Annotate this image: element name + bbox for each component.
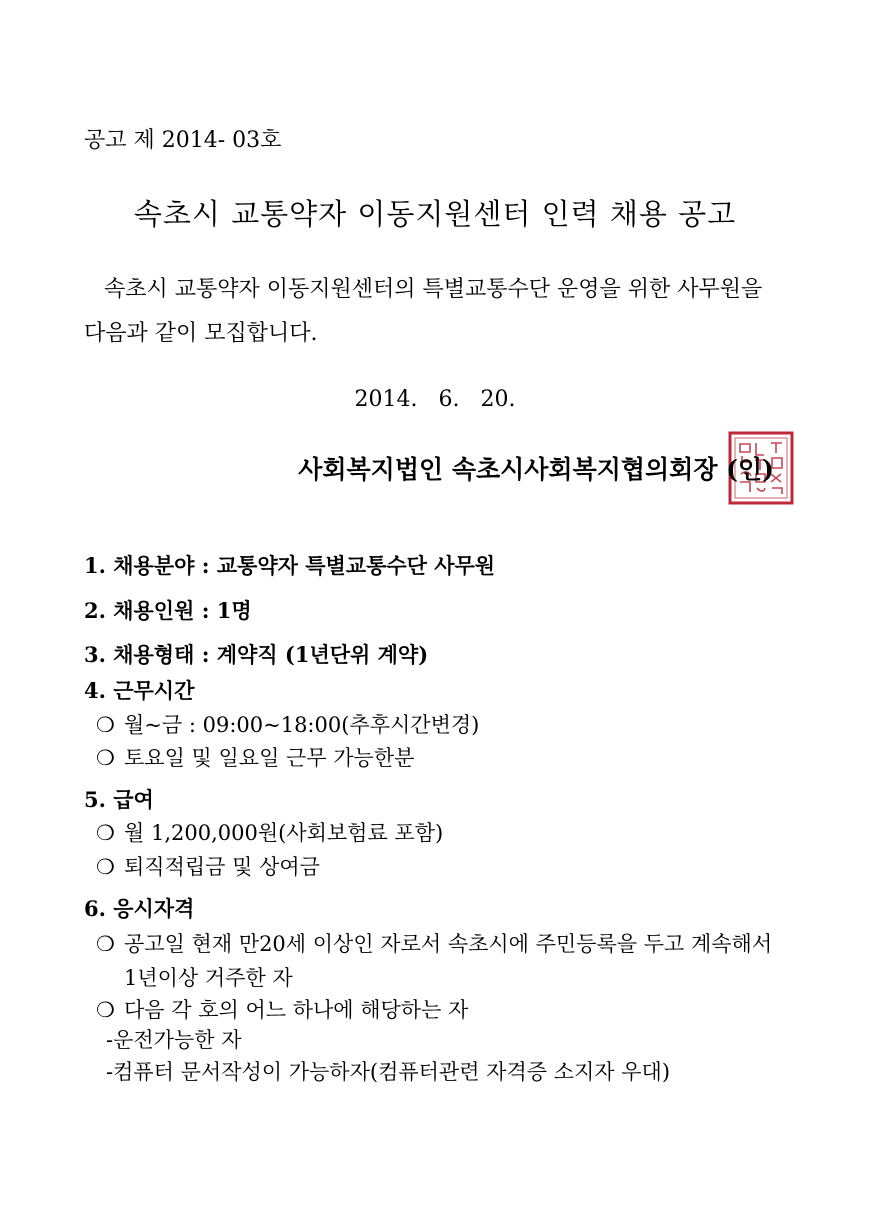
section-2-headcount: 2. 채용인원 : 1명	[84, 598, 252, 623]
list-item: ❍ 퇴직적립금 및 상여금	[96, 855, 320, 879]
bullet-circle-icon: ❍	[96, 746, 115, 770]
bullet-circle-icon: ❍	[96, 713, 115, 737]
list-item-continuation: 1년이상 거주한 자	[124, 966, 293, 990]
notice-number: 공고 제 2014- 03호	[84, 128, 282, 153]
bullet-circle-icon: ❍	[96, 821, 115, 845]
bullet-circle-icon: ❍	[96, 998, 115, 1022]
list-item: ❍ 토요일 및 일요일 근무 가능한분	[96, 746, 415, 770]
list-item: ❍ 월 1,200,000원(사회보험료 포함)	[96, 821, 444, 845]
list-item: ❍ 월~금 : 09:00~18:00(추후시간변경)	[96, 713, 480, 737]
list-item: ❍ 다음 각 호의 어느 하나에 해당하는 자	[96, 998, 469, 1022]
bullet-circle-icon: ❍	[96, 932, 115, 956]
section-1-recruit-field: 1. 채용분야 : 교통약자 특별교통수단 사무원	[84, 553, 496, 578]
intro-paragraph: 속초시 교통약자 이동지원센터의 특별교통수단 운영을 위한 사무원을 다음과 같이 모집합니다.	[84, 277, 763, 346]
sub-item: -운전가능한 자	[106, 1028, 242, 1052]
section-5-salary: 5. 급여	[84, 787, 154, 812]
page-title: 속초시 교통약자 이동지원센터 인력 채용 공고	[133, 197, 737, 231]
section-6-qualifications: 6. 응시자격	[84, 896, 195, 921]
list-item: ❍ 공고일 현재 만20세 이상인 자로서 속초시에 주민등록을 두고 계속해서	[96, 932, 773, 956]
bullet-circle-icon: ❍	[96, 855, 115, 879]
section-3-employment-type: 3. 채용형태 : 계약직 (1년단위 계약)	[84, 642, 429, 667]
notice-date: 2014. 6. 20.	[354, 387, 516, 412]
organization-signature: 사회복지법인 속초시사회복지협의회장 (인)	[298, 455, 774, 484]
section-4-working-hours: 4. 근무시간	[84, 678, 195, 703]
sub-item: -컴퓨터 문서작성이 가능하자(컴퓨터관련 자격증 소지자 우대)	[106, 1060, 671, 1084]
